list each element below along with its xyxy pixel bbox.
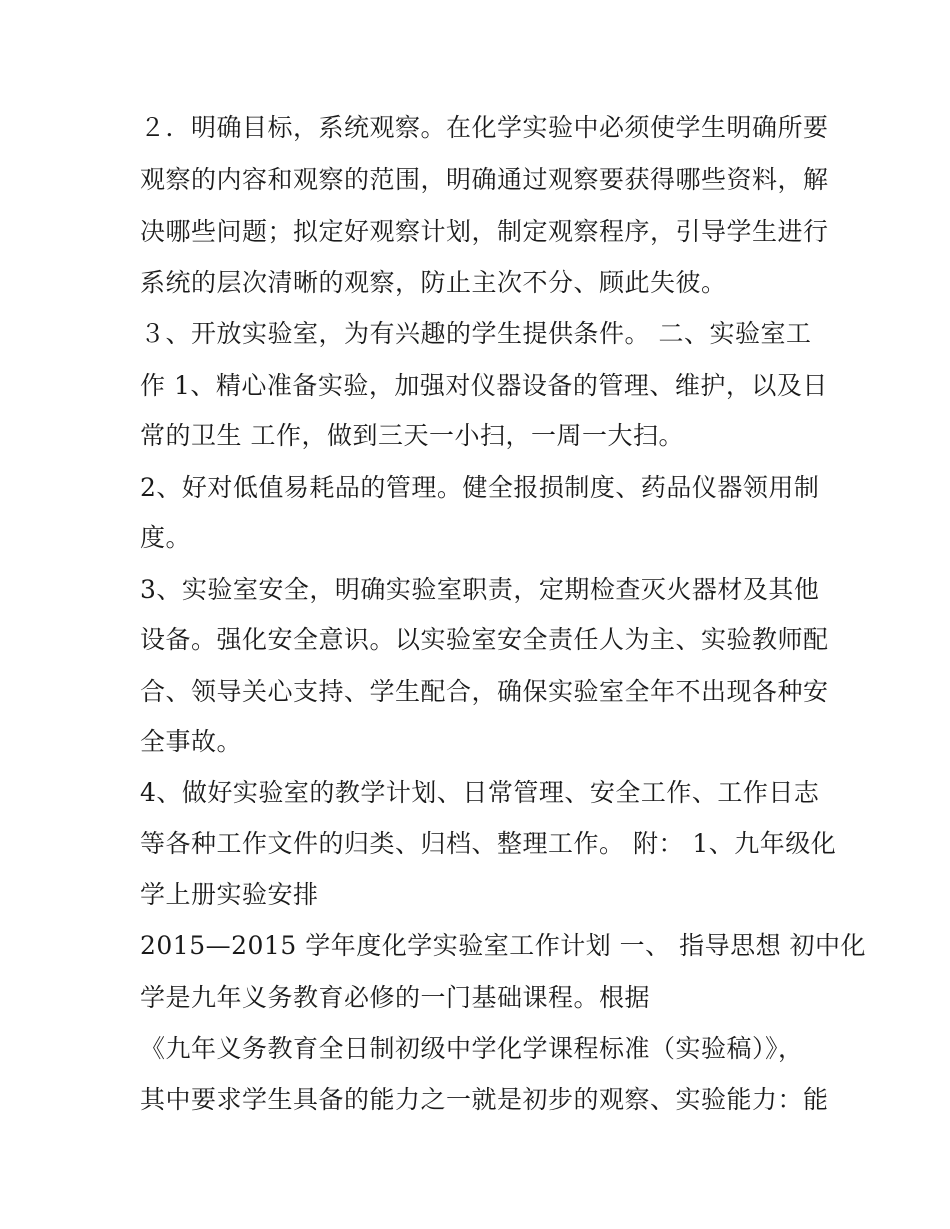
text-line: 合、领导关心支持、学生配合，确保实验室全年不出现各种安 <box>140 677 829 706</box>
text-line: 设备。强化安全意识。以实验室安全责任人为主、实验教师配 <box>140 625 829 654</box>
text-line: ３、开放实验室，为有兴趣的学生提供条件。 二、实验室工 <box>140 319 812 348</box>
text-line: 常的卫生 工作，做到三天一小扫，一周一大扫。 <box>140 421 684 450</box>
text-line: 等各种工作文件的归类、归档、整理工作。 附： 1、九年级化 <box>140 829 837 858</box>
text-line: 作 1、精心准备实验，加强对仪器设备的管理、维护，以及日 <box>140 371 828 400</box>
text-line: ２．明确目标，系统观察。在化学实验中必须使学生明确所要 <box>140 113 829 142</box>
text-line: 2015—2015 学年度化学实验室工作计划 一、 指导思想 初中化 <box>140 931 867 960</box>
text-line: 其中要求学生具备的能力之一就是初步的观察、实验能力：能 <box>140 1085 829 1114</box>
text-line: 全事故。 <box>140 727 243 756</box>
text-line: 决哪些问题；拟定好观察计划，制定观察程序，引导学生进行 <box>140 217 829 246</box>
text-line: 系统的层次清晰的观察，防止主次不分、顾此失彼。 <box>140 268 727 297</box>
text-line: 学上册实验安排 <box>140 880 319 909</box>
text-line: 3、实验室安全，明确实验室职责，定期检查灭火器材及其他 <box>140 575 820 604</box>
text-line: 观察的内容和观察的范围，明确通过观察要获得哪些资料，解 <box>140 165 829 194</box>
text-line: 4、做好实验室的教学计划、日常管理、安全工作、工作日志 <box>140 778 820 807</box>
text-line: 度。 <box>140 523 192 552</box>
text-line: 《九年义务教育全日制初级中学化学课程标准（实验稿）》， <box>140 1034 804 1063</box>
text-line: 2、好对低值易耗品的管理。健全报损制度、药品仪器领用制 <box>140 473 820 502</box>
text-line: 学是九年义务教育必修的一门基础课程。根据 <box>140 983 651 1012</box>
